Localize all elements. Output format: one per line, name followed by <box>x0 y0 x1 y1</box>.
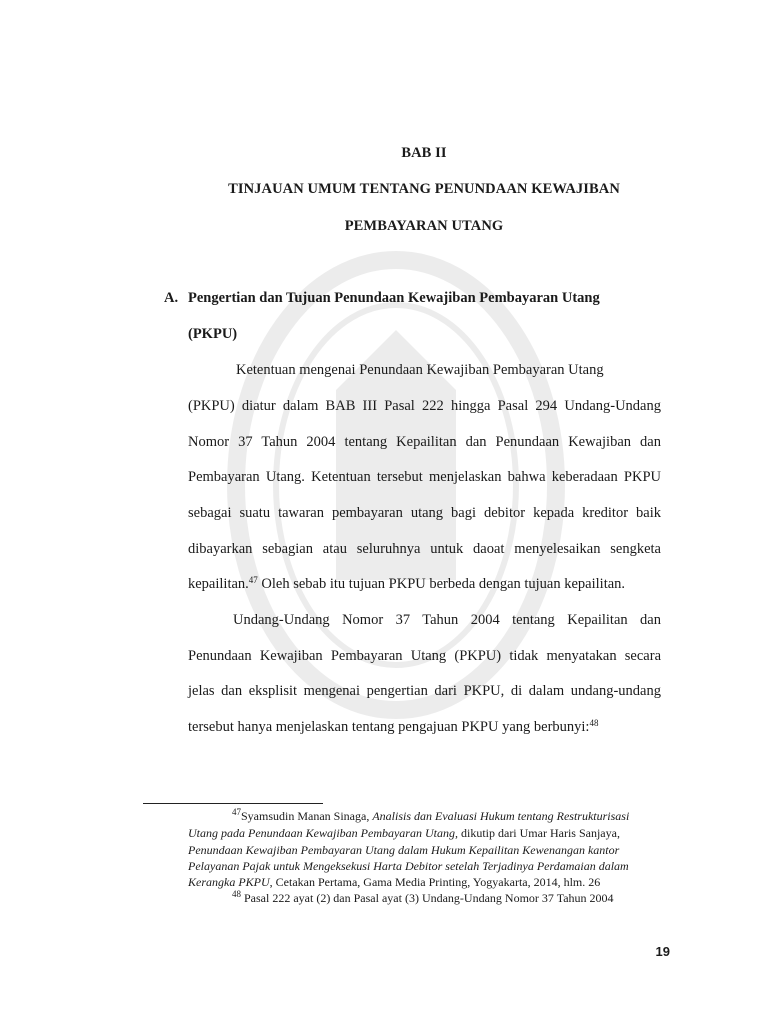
paragraph-1-line-4: Pembayaran Utang. Ketentuan tersebut menjelaskan bahwa keberadaan PKPU <box>188 469 661 485</box>
chapter-title-line-1: TINJAUAN UMUM TENTANG PENUNDAAN KEWAJIBAN <box>228 181 620 197</box>
paragraph-1-line-7-text-b: Oleh sebab itu tujuan PKPU berbeda dengan tujuan kepailitan. <box>257 576 626 592</box>
paragraph-1-line-7-text-a: kepailitan. <box>188 576 249 592</box>
paragraph-1-line-6: dibayarkan sebagian atau seluruhnya untuk daoat menyelesaikan sengketa <box>188 541 661 557</box>
footnote-47-source-title-part-2: Pelayanan Pajak untuk Mengeksekusi Harta Debitor setelah Terjadinya Perdamaian dalam <box>188 859 629 873</box>
page-number: 19 <box>655 944 670 959</box>
footnote-47-publisher: , Cetakan Pertama, Gama Media Printing, Yogyakarta, 2014, hlm. 26 <box>269 875 601 889</box>
footnote-47-line-3 <box>188 843 661 858</box>
footnote-ref-48: 48 <box>589 718 599 728</box>
paragraph-2-line-3: jelas dan eksplisit mengenai pengertian dari PKPU, di dalam undang-undang <box>188 683 661 699</box>
footnote-47-source-title-part-1: Penundaan Kewajiban Pembayaran Utang dalam Hukum Kepailitan Kewenangan kantor <box>188 843 620 857</box>
section-heading-line-1: Pengertian dan Tujuan Penundaan Kewajiban Pembayaran Utang <box>188 290 600 306</box>
footnote-47-title-part-2: Utang pada Penundaan Kewajiban Pembayaran Utang, <box>188 826 458 840</box>
section-heading-line-2: (PKPU) <box>188 326 238 342</box>
paragraph-1-line-1: Ketentuan mengenai Penundaan Kewajiban Pembayaran Utang <box>236 362 604 378</box>
paragraph-2-line-1: Undang-Undang Nomor 37 Tahun 2004 tentang Kepailitan dan <box>233 612 661 628</box>
paragraph-1-line-5: sebagai suatu tawaran pembayaran utang bagi debitor kepada kreditor baik <box>188 505 661 521</box>
footnote-47-number: 47 <box>232 807 241 817</box>
footnote-ref-47: 47 <box>248 575 258 585</box>
chapter-heading: BAB II <box>401 145 447 161</box>
footnote-47-title-part-1: Analisis dan Evaluasi Hukum tentang Restrukturisasi <box>372 809 630 823</box>
paragraph-1-line-3: Nomor 37 Tahun 2004 tentang Kepailitan dan Penundaan Kewajiban dan <box>188 434 661 450</box>
section-letter: A. <box>164 290 179 306</box>
paragraph-2-line-4 <box>188 719 661 736</box>
footnote-48-number: 48 <box>232 889 241 899</box>
footnote-separator <box>143 803 323 804</box>
chapter-title-line-2: PEMBAYARAN UTANG <box>344 218 504 234</box>
paragraph-1-line-2: (PKPU) diatur dalam BAB III Pasal 222 hingga Pasal 294 Undang-Undang <box>188 398 661 414</box>
footnote-47-source-title-part-3: Kerangka PKPU <box>188 875 270 889</box>
paragraph-1-line-7 <box>188 576 661 593</box>
footnote-48 <box>232 891 661 906</box>
footnote-47-line-2 <box>188 826 661 841</box>
footnote-47-line-1 <box>232 809 661 824</box>
footnote-47-line-4 <box>188 859 661 874</box>
footnote-48-text: Pasal 222 ayat (2) dan Pasal ayat (3) Undang-Undang Nomor 37 Tahun 2004 <box>241 891 614 905</box>
footnote-47-line-5 <box>188 875 661 890</box>
footnote-47-citation: dikutip dari Umar Haris Sanjaya, <box>457 826 620 840</box>
paragraph-2-line-2: Penundaan Kewajiban Pembayaran Utang (PKPU) tidak menyatakan secara <box>188 648 661 664</box>
footnote-47-author: Syamsudin Manan Sinaga, <box>241 809 373 823</box>
paragraph-2-line-4-text: tersebut hanya menjelaskan tentang pengajuan PKPU yang berbunyi: <box>188 719 590 735</box>
